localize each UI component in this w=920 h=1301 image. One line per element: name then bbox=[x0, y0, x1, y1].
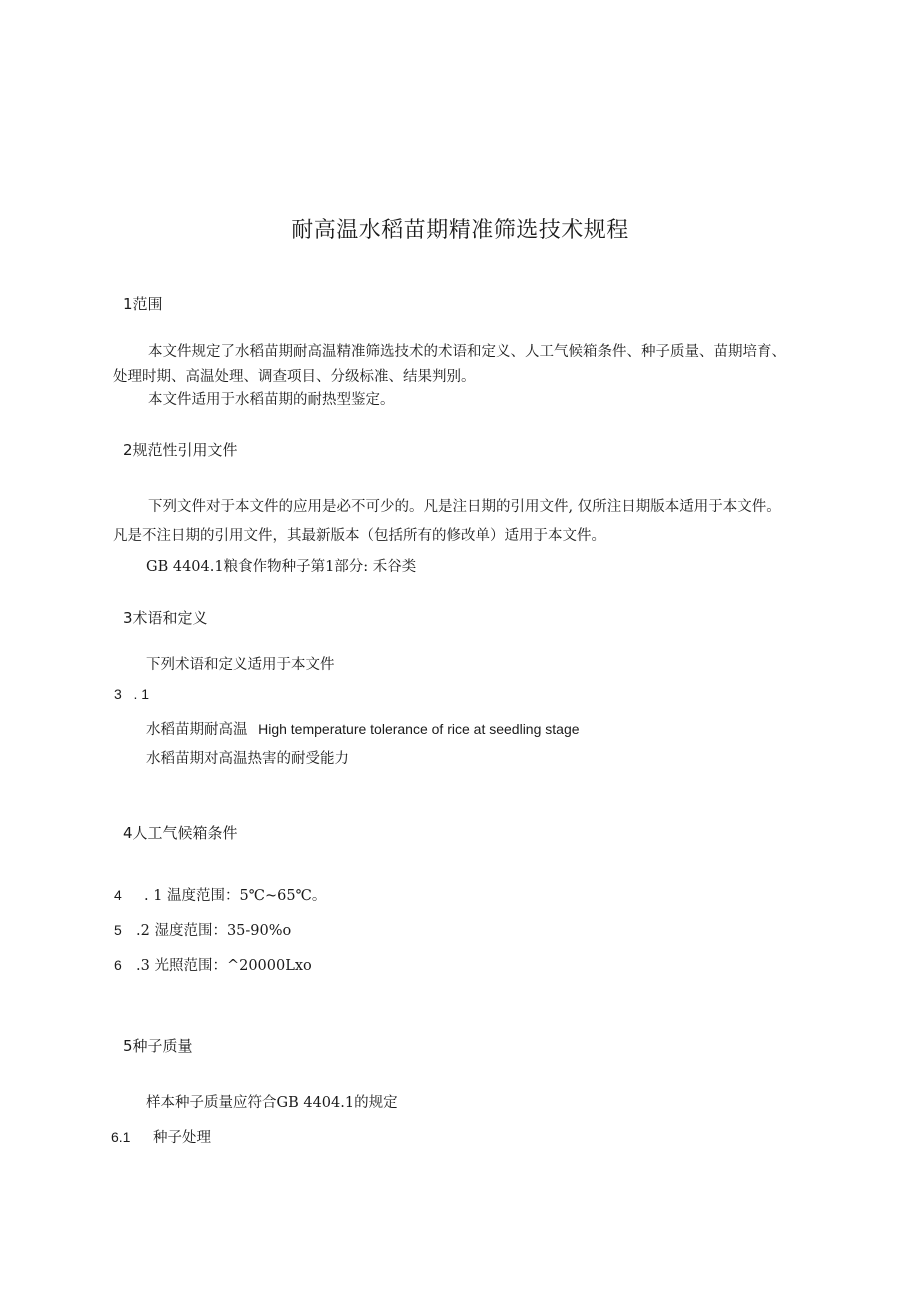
section-4-item-text: . 1 温度范围：5℃~65℃。 bbox=[144, 888, 327, 904]
section-3-item-number: 3 . 1 bbox=[114, 686, 150, 702]
section-4-item-text: .3 光照范围：^20000Lxo bbox=[136, 958, 312, 974]
section-4-item-text: .2 湿度范围：35-90%o bbox=[136, 923, 292, 939]
document-title: 耐高温水稻苗期精准筛选技术规程 bbox=[291, 218, 629, 243]
section-5-heading: 5种子质量 bbox=[123, 1037, 193, 1055]
section-1-para-1-line-1: 本文件规定了水稻苗期耐高温精准筛选技术的术语和定义、人工气候箱条件、种子质量、苗期培育、 bbox=[148, 344, 786, 360]
section-2-heading: 2规范性引用文件 bbox=[123, 441, 238, 459]
section-2-reference: GB 4404.1粮食作物种子第1部分: 禾谷类 bbox=[146, 559, 417, 575]
section-1-heading: 1范围 bbox=[123, 295, 163, 313]
term-chinese: 水稻苗期耐高温 bbox=[146, 722, 248, 738]
section-6-1-title: 种子处理 bbox=[153, 1130, 211, 1146]
section-1-para-1-line-2: 处理时期、高温处理、调查项目、分级标准、结果判别。 bbox=[113, 369, 476, 385]
section-6-1-number: 6.1 bbox=[111, 1129, 131, 1145]
section-4-item-number: 4 bbox=[114, 887, 122, 903]
section-4-item-number: 5 bbox=[114, 922, 122, 938]
section-4-item bbox=[114, 884, 326, 905]
section-3-definition: 水稻苗期对高温热害的耐受能力 bbox=[146, 751, 349, 767]
section-2-para-1-line-1: 下列文件对于本文件的应用是必不可少的。凡是注日期的引用文件, 仅所注日期版本适用于本文件。 bbox=[148, 499, 781, 515]
section-4-item bbox=[114, 954, 312, 975]
section-6-1-heading bbox=[111, 1126, 211, 1147]
section-3-term bbox=[146, 718, 580, 739]
section-4-heading: 4人工气候箱条件 bbox=[123, 824, 238, 842]
section-2-para-1-line-2: 凡是不注日期的引用文件，其最新版本（包括所有的修改单）适用于本文件。 bbox=[113, 528, 606, 544]
term-english: High temperature tolerance of rice at seedling stage bbox=[258, 721, 580, 737]
section-4-item-number: 6 bbox=[114, 957, 122, 973]
section-1-para-2: 本文件适用于水稻苗期的耐热型鉴定。 bbox=[148, 392, 395, 408]
section-3-intro: 下列术语和定义适用于本文件 bbox=[146, 657, 335, 673]
section-3-heading: 3术语和定义 bbox=[123, 609, 208, 627]
section-5-para: 样本种子质量应符合GB 4404.1的规定 bbox=[146, 1095, 398, 1111]
section-4-item bbox=[114, 919, 291, 940]
